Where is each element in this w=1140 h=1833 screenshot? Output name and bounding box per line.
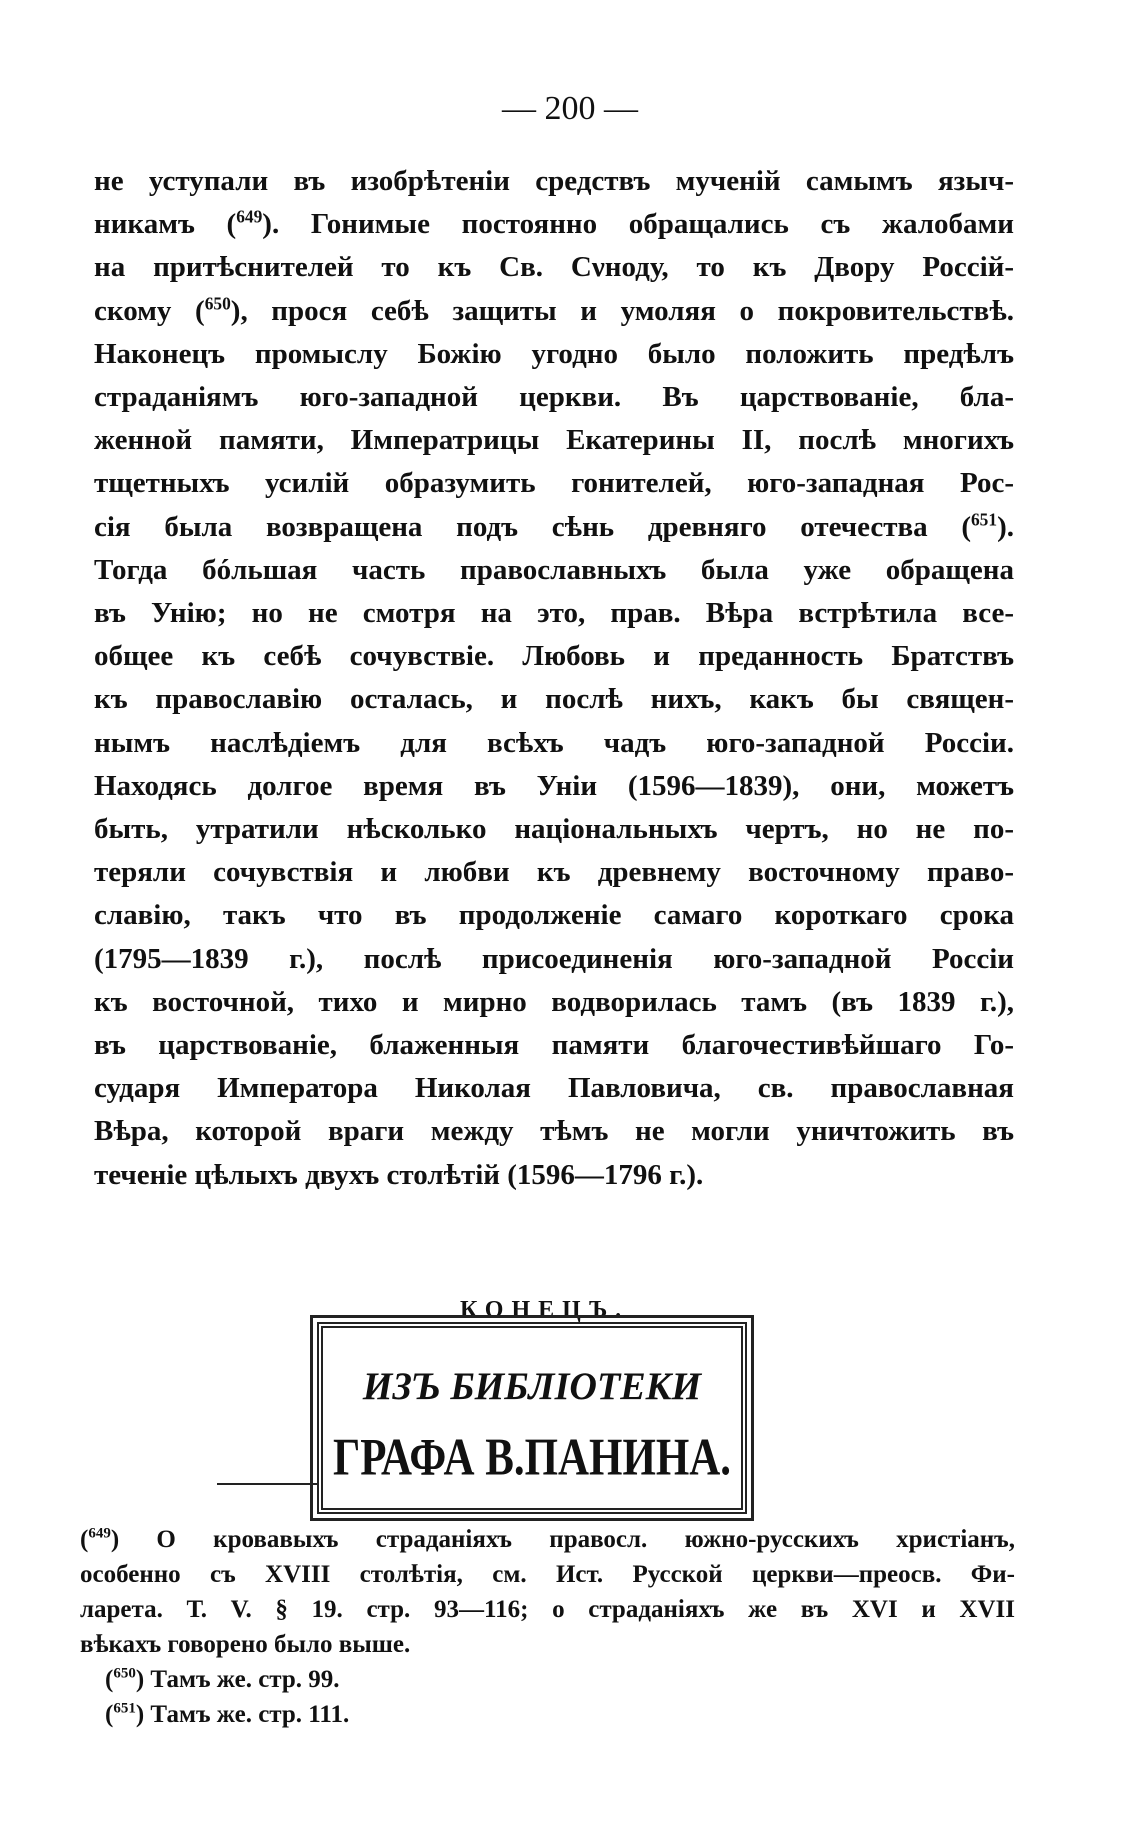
footnote-mark: 651 xyxy=(113,1700,136,1717)
text-line: теряли сочувствія и любви къ древнему восточному право- xyxy=(94,856,1014,889)
text-line: никамъ ($^{649}$). Гонимые постоянно обращались съ жалобами xyxy=(94,206,1014,241)
library-stamp-image xyxy=(323,1328,741,1508)
page-number: — 200 — xyxy=(502,90,638,127)
footnote-mark: 649 xyxy=(88,1525,111,1542)
text-line: къ восточной, тихо и мирно водворилась тамъ (въ 1839 г.), xyxy=(94,985,1014,1018)
text-line: (1795—1839 г.), послѣ присоединенія юго-западной Россіи xyxy=(94,942,1014,975)
text-line: скому ($^{650}$), прося себѣ защиты и умоляя о покровительствѣ. xyxy=(94,292,1014,327)
text-line: страданіямъ юго-западной церкви. Въ царствованіе, бла- xyxy=(94,381,1014,414)
text-line: теченіе цѣлыхъ двухъ столѣтій (1596—1796 г.). xyxy=(94,1158,704,1191)
footnote-ref-651: 651 xyxy=(970,508,998,529)
text-line: общее къ себѣ сочувствіе. Любовь и преданность Братствъ xyxy=(94,640,1014,673)
footnote-divider xyxy=(217,1483,317,1485)
text-line: въ царствованіе, блаженныя памяти благочестивѣйшаго Го- xyxy=(94,1029,1014,1062)
text-line: Тогда бóльшая часть православныхъ была уже обращена xyxy=(94,553,1014,586)
library-stamp xyxy=(317,1322,747,1514)
footnote-ref-649: 649 xyxy=(236,206,263,227)
text-line: сударя Императора Николая Павловича, св. православная xyxy=(94,1072,1014,1105)
text-line: въ Унію; но не смотря на это, прав. Вѣра встрѣтила все- xyxy=(94,597,1014,630)
footnote-line: ларета. Т. V. § 19. стр. 93—116; о страданіяхъ же въ XVI и XVII xyxy=(80,1596,1015,1623)
footnotes xyxy=(80,1522,1015,1732)
text-line: Наконецъ промыслу Божію угодно было положить предѣлъ xyxy=(94,337,1014,370)
text-line: славію, такъ что въ продолженіе самаго короткаго срока xyxy=(94,899,1014,932)
footnote-651: ($^{651}$) Тамъ же. стр. 111. xyxy=(105,1700,350,1728)
footnote-649: ($^{649}$) О кровавыхъ страданіяхъ правосл. южно-русскихъ христіанъ, xyxy=(80,1525,1015,1553)
footnote-650: ($^{650}$) Тамъ же. стр. 99. xyxy=(105,1665,340,1693)
text-line: женной памяти, Императрицы Екатерины II, послѣ многихъ xyxy=(94,424,1014,457)
text-line: тщетныхъ усилій образумить гонителей, юго-западная Рос- xyxy=(94,467,1014,500)
text-line: Находясь долгое время въ Уніи (1596—1839), они, можетъ xyxy=(94,769,1014,802)
text-line: сія была возвращена подъ сѣнь древняго отечества ($^{651}$). xyxy=(94,508,1014,543)
text-line: къ православію осталась, и послѣ нихъ, какъ бы священ- xyxy=(94,683,1014,716)
footnote-mark: 650 xyxy=(113,1665,136,1682)
stamp-line-2: ГРАФА В.ПАНИНА. xyxy=(332,1426,732,1487)
footnote-line: вѣкахъ говорено было выше. xyxy=(80,1631,411,1658)
text-line: быть, утратили нѣсколько національныхъ чертъ, но не по- xyxy=(94,813,1014,846)
text-line: на притѣснителей то къ Св. Сνноду, то къ Двору Россій- xyxy=(94,251,1014,284)
main-text xyxy=(94,160,1014,1197)
end-mark: КОНЕЦЪ. xyxy=(460,1297,630,1323)
footnote-ref-650: 650 xyxy=(204,292,231,313)
stamp-line-1: ИЗЪ БИБЛІОТЕКИ xyxy=(361,1364,703,1409)
text-line: нымъ наслѣдіемъ для всѣхъ чадъ юго-западной Россіи. xyxy=(94,726,1014,759)
text-line: Вѣра, которой враги между тѣмъ не могли уничтожить въ xyxy=(94,1115,1014,1148)
text-line: не уступали въ изобрѣтеніи средствъ мученій самымъ языч- xyxy=(94,165,1014,197)
footnote-line: особенно съ XVIII столѣтія, см. Ист. Русской церкви—преосв. Фи- xyxy=(80,1561,1015,1588)
